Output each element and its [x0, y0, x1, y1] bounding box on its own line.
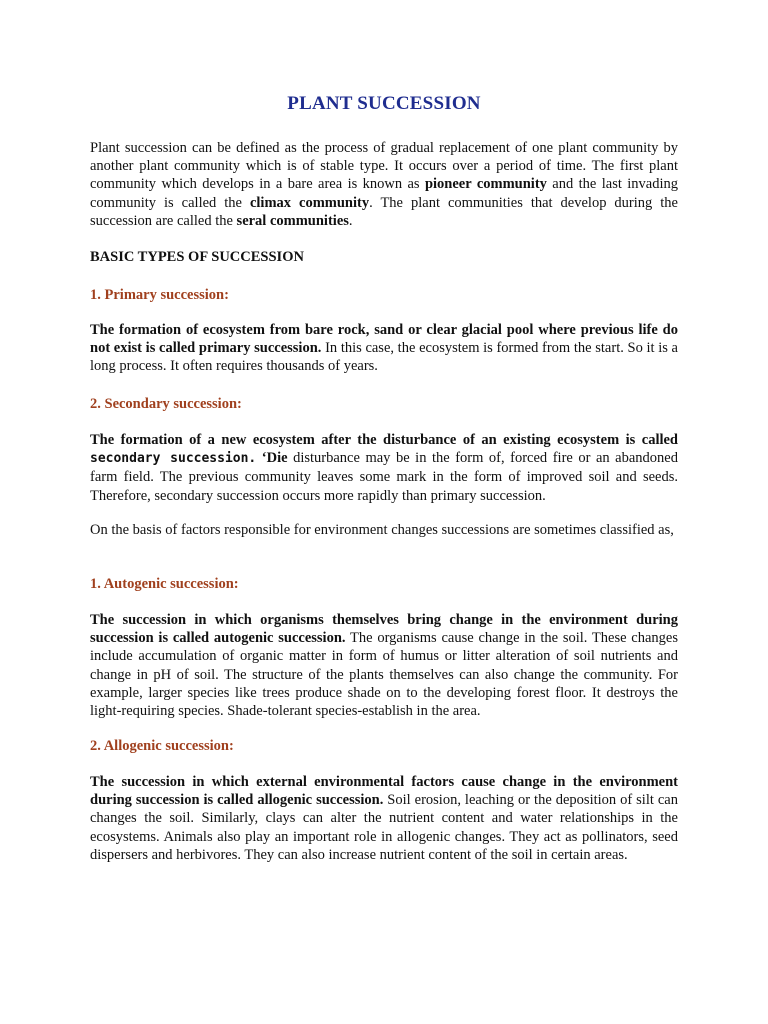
- term-climax-community: climax community: [249, 194, 370, 211]
- autogenic-succession-definition: The succession in which organisms themselves bring change in the environment during succession is called autogenic succession.: [90, 612, 678, 647]
- page-title: PLANT SUCCESSION: [287, 93, 481, 114]
- secondary-succession-heading: 2. Secondary succession:: [90, 396, 242, 412]
- term-pioneer-community: pioneer community: [424, 176, 547, 193]
- autogenic-succession-heading: 1. Autogenic succession:: [90, 576, 239, 592]
- allogenic-succession-heading: 2. Allogenic succession:: [90, 738, 234, 754]
- primary-succession-definition: The formation of ecosystem from bare rock, sand or clear glacial pool where previous life do not exist is called primary succession.: [90, 322, 678, 357]
- secondary-succession-term: secondary succession.: [90, 451, 257, 467]
- term-seral-communities: seral communities: [236, 212, 349, 229]
- basic-types-heading: BASIC TYPES OF SUCCESSION: [90, 249, 304, 265]
- allogenic-succession-paragraph: [90, 773, 678, 864]
- intro-text-2: and the last invading community is called the: [90, 176, 679, 211]
- allogenic-succession-text: Soil erosion, leaching or the deposition of silt can changes the soil. Similarly, clays can alter the nutrient content and water relationships in the ecosystems. Animals also play an important role in allogenic changes. They act as pollinators, seed dispersers and herbivores. They can also increase nutrient content of the soil in certain areas.: [90, 792, 678, 863]
- intro-text-4: .: [348, 212, 353, 229]
- secondary-succession-text: disturbance may be in the form of, forced fire or an abandoned farm field. The previous community leaves some mark in the form of improved soil and seeds. Therefore, secondary succession occurs more rapidly than primary succession.: [90, 450, 678, 504]
- secondary-succession-paragraph: [90, 431, 678, 505]
- intro-text-3: . The plant communities that develop during the succession are called the: [90, 194, 678, 229]
- autogenic-succession-text: The organisms cause change in the soil. These changes include accumulation of organic matter in form of humus or litter alteration of soil nutrients and change in pH of soil. The structure of the plants themselves can also change the community. For example, larger species like trees produce shade on to the developing forest floor. It destroys the light-requiring species. Shade-tolerant species-establish in the area.: [90, 630, 678, 720]
- autogenic-succession-paragraph: [90, 611, 678, 720]
- secondary-succession-bold-fragment: ‘Die: [256, 450, 288, 467]
- primary-succession-paragraph: [90, 321, 678, 376]
- intro-paragraph: [90, 139, 678, 230]
- intro-text-1: Plant succession can be defined as the process of gradual replacement of one plant community by another plant community which is of stable type. It occurs over a period of time. The first plant community which develops in a bare area is known as: [90, 140, 678, 193]
- primary-succession-text: In this case, the ecosystem is formed from the start. So it is a long process. It often requires thousands of years.: [90, 340, 678, 375]
- primary-succession-heading: 1. Primary succession:: [90, 287, 229, 303]
- secondary-succession-definition: The formation of a new ecosystem after the disturbance of an existing ecosystem is called: [90, 432, 678, 448]
- allogenic-succession-definition: The succession in which external environmental factors cause change in the environment during succession is called allogenic succession.: [90, 774, 678, 809]
- classification-paragraph: On the basis of factors responsible for environment changes successions are sometimes classified as,: [90, 522, 674, 538]
